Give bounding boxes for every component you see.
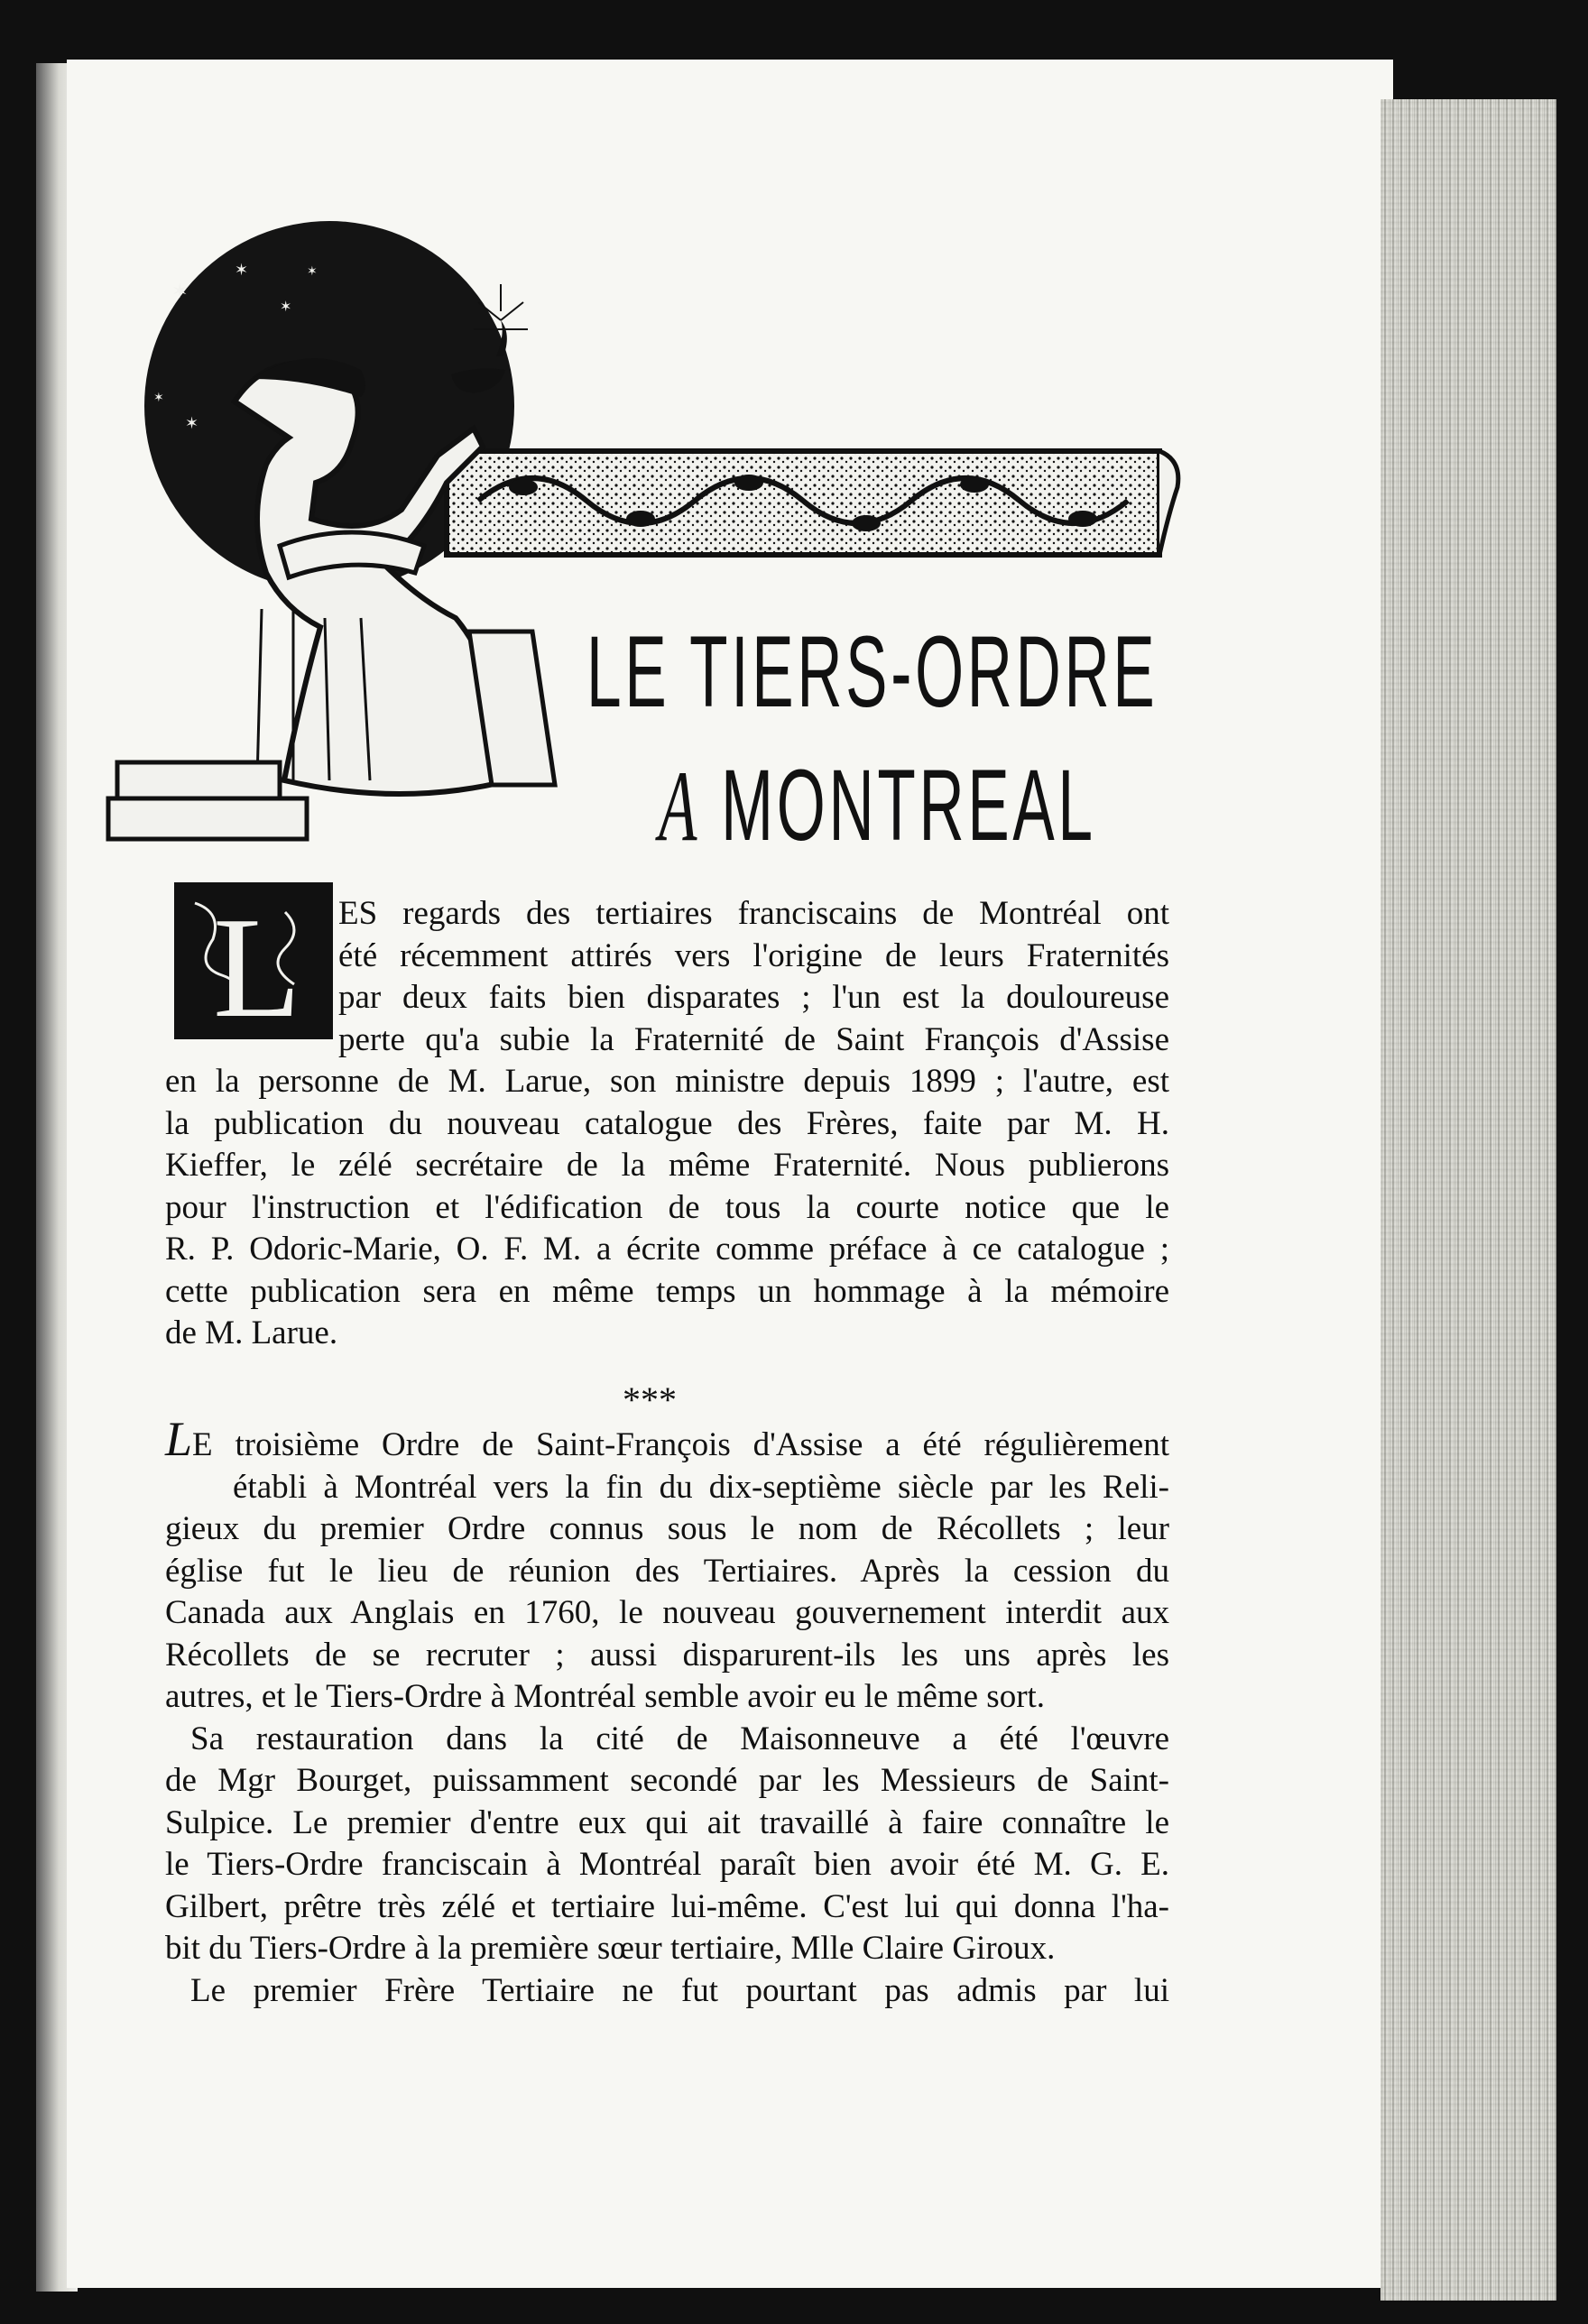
text-line: la publication du nouveau catalogue des Frères, faite par M. H.: [165, 1104, 1169, 1142]
text-line: Canada aux Anglais en 1760, le nouveau gouvernement interdit aux: [165, 1594, 1169, 1631]
text-line: R. P. Odoric-Marie, O. F. M. a écrite comme préface à ce catalogue ;: [165, 1231, 1169, 1268]
svg-text:✶: ✶: [171, 280, 189, 302]
text-line: Gilbert, prêtre très zélé et tertiaire lui-même. C'est lui qui donna l'ha-: [165, 1887, 1169, 1925]
text-line: Sa restauration dans la cité de Maisonneuve a été l'œuvre: [190, 1720, 1169, 1757]
text-line: perte qu'a subie la Fraternité de Saint François d'Assise: [338, 1020, 1169, 1058]
body-text: [165, 1412, 1169, 2012]
text-line: été récemment attirés vers l'origine de leurs Fraternités: [338, 936, 1169, 974]
text-line: bit du Tiers-Ordre à la première sœur tertiaire, Mlle Claire Giroux.: [165, 1930, 1056, 1967]
text-line: établi à Montréal vers la fin du dix-septième siècle par les Reli-: [233, 1468, 1169, 1506]
text-line: de M. Larue.: [165, 1314, 338, 1351]
title-rest: MONTREAL: [700, 749, 1096, 862]
text-line: par deux faits bien disparates ; l'un est la douloureuse: [338, 979, 1169, 1016]
text-line: autres, et le Tiers-Ordre à Montréal semble avoir eu le même sort.: [165, 1678, 1046, 1715]
page-title-line1: LE TIERS-ORDRE: [586, 615, 1159, 728]
page-title-line2: [659, 747, 1096, 865]
svg-text:✶: ✶: [185, 414, 199, 432]
intro-paragraph: [165, 893, 1169, 1355]
text-line: Sulpice. Le premier d'entre eux qui ait travaillé à faire connaître le: [165, 1803, 1169, 1841]
text-line: E troisième Ordre de Saint-François d'Assise a été régulièrement: [192, 1426, 1169, 1463]
body-initial: L: [165, 1412, 193, 1466]
text-line: Le premier Frère Tertiaire ne fut pourtant pas admis par lui: [190, 1971, 1169, 2009]
text-line: église fut le lieu de réunion des Tertiaires. Après la cession du: [165, 1552, 1169, 1590]
text-line: cette publication sera en même temps un hommage à la mémoire: [165, 1272, 1169, 1310]
svg-text:✶: ✶: [235, 261, 249, 279]
svg-text:✶: ✶: [307, 265, 318, 279]
first-word-rest: ES: [338, 895, 378, 932]
text-line: Récollets de se recruter ; aussi disparurent-ils les uns après les: [165, 1636, 1169, 1674]
text-line: en la personne de M. Larue, son ministre depuis 1899 ; l'autre, est: [165, 1063, 1169, 1100]
dropcap-letter: L: [213, 887, 301, 1039]
text-line: de Mgr Bourget, puissamment secondé par les Messieurs de Saint-: [165, 1762, 1169, 1799]
text-line: Kieffer, le zélé secrétaire de la même Fraternité. Nous publierons: [165, 1147, 1169, 1184]
svg-text:✶: ✶: [280, 300, 292, 315]
page-edges: [1380, 99, 1556, 2301]
text-line: le Tiers-Ordre franciscain à Montréal paraît bien avoir été M. G. E.: [165, 1846, 1169, 1883]
text-line: pour l'instruction et l'édification de tous la courte notice que le: [165, 1188, 1169, 1226]
text-line: gieux du premier Ordre connus sous le nom de Récollets ; leur: [165, 1510, 1169, 1547]
section-separator: ***: [623, 1379, 677, 1420]
title-initial: A: [659, 751, 701, 862]
svg-text:✶: ✶: [153, 392, 164, 405]
text-line: regards des tertiaires franciscains de Montréal ont: [377, 895, 1169, 932]
